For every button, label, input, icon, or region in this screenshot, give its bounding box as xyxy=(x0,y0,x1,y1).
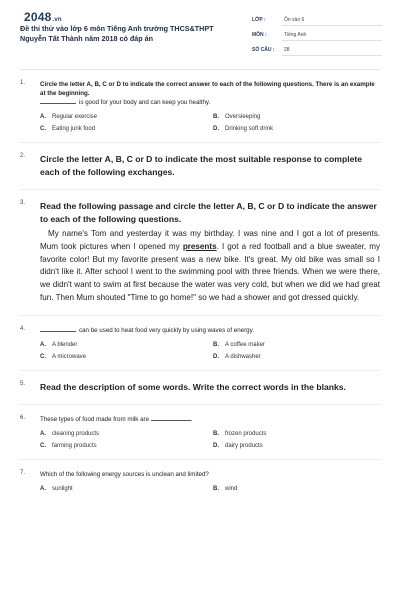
passage-keyword: presents xyxy=(182,241,217,251)
question-divider xyxy=(20,315,380,316)
option-d[interactable] xyxy=(213,126,386,132)
option-letter: A. xyxy=(40,485,46,492)
option-c[interactable] xyxy=(40,443,213,449)
meta-count-value: 28 xyxy=(284,47,290,53)
question-instruction: Read the description of some words. Write the correct words in the blanks. xyxy=(40,381,346,392)
option-b[interactable] xyxy=(213,342,386,348)
logo-suffix: .vn xyxy=(52,17,62,23)
answer-blank xyxy=(40,98,76,104)
option-letter: B. xyxy=(213,341,219,348)
question-divider xyxy=(20,189,380,190)
answer-blank xyxy=(40,326,76,332)
question-1 xyxy=(20,80,380,132)
exam-title: Đề thi thử vào lớp 6 môn Tiếng Anh trường THCS&THPT Nguyễn Tất Thành năm 2018 có đáp án xyxy=(20,24,214,43)
question-number: 6. xyxy=(20,414,26,421)
option-a[interactable] xyxy=(40,486,213,492)
option-b[interactable] xyxy=(213,114,386,120)
site-logo[interactable] xyxy=(24,10,62,24)
question-number: 3. xyxy=(20,200,26,206)
question-number: 2. xyxy=(20,153,26,159)
meta-subject-label: MÔN : xyxy=(252,32,267,38)
options-grid xyxy=(40,342,380,360)
question-instruction: Circle the letter A, B, C or D to indicate the most suitable response to complete each of the following exchanges. xyxy=(40,154,363,177)
option-c[interactable] xyxy=(40,354,213,360)
option-letter: B. xyxy=(213,485,219,492)
option-letter: A. xyxy=(40,114,46,120)
meta-subject xyxy=(252,29,382,44)
question-2 xyxy=(20,153,380,179)
question-number: 7. xyxy=(20,469,26,476)
option-a[interactable] xyxy=(40,342,213,348)
option-letter: A. xyxy=(40,430,46,437)
option-text: dairy products xyxy=(225,442,263,449)
meta-class-label: LỚP : xyxy=(252,17,266,23)
meta-count xyxy=(252,44,382,59)
meta-class xyxy=(252,14,382,29)
option-text: Drinking soft drink xyxy=(225,126,274,132)
question-number: 1. xyxy=(20,80,26,86)
option-text: A coffee maker xyxy=(225,341,265,348)
option-text: frozen products xyxy=(225,430,267,437)
option-text: A microwave xyxy=(52,353,87,360)
option-text: A dishwasher xyxy=(225,353,261,360)
option-d[interactable] xyxy=(213,354,386,360)
option-letter: A. xyxy=(40,341,46,348)
page-header xyxy=(0,0,400,68)
meta-underline xyxy=(282,25,382,26)
question-stem-text: These types of food made from milk are xyxy=(40,415,150,423)
option-letter: C. xyxy=(40,442,46,449)
option-b[interactable] xyxy=(213,486,386,492)
passage-text: My name's Tom and yesterday it was my birthday. I was nine and I got a lot of presents. Mum took pictures when I opened my xyxy=(40,229,380,251)
question-4 xyxy=(20,326,380,360)
option-text: A blender xyxy=(52,341,78,348)
answer-blank xyxy=(151,415,191,421)
meta-underline xyxy=(282,55,382,56)
meta-underline xyxy=(282,40,382,41)
options-grid xyxy=(40,431,380,449)
question-stem xyxy=(40,326,380,335)
option-text: wind xyxy=(225,485,238,492)
meta-subject-value: Tiếng Anh xyxy=(284,32,307,38)
question-instruction: Circle the letter A, B, C or D to indicate the correct answer to each of the following questions. There is an example at the beginning. xyxy=(40,81,375,97)
option-text: cleaning products xyxy=(52,430,100,437)
option-letter: D. xyxy=(213,126,219,132)
question-6 xyxy=(20,415,380,449)
question-stem-text: can be used to heat food very quickly by using waves of energy. xyxy=(79,326,254,334)
header-divider xyxy=(20,69,380,70)
question-stem: Which of the following energy sources is unclean and limited? xyxy=(40,470,209,478)
question-stem xyxy=(40,415,380,424)
passage-text: . I got a red football and a blue sweater, my favorite color! But my favorite present was a new bike. It's great. My old bike was small so I didn't like it. After school I went to the swimming pool with three friends. When we were there, we didn't want to swim at first because the water was very cold, but when we did we had great fun. Then Mum shouted "Time to go home!" so we had a shower and got dressed quickly. xyxy=(40,241,380,302)
options-grid xyxy=(40,486,380,492)
option-a[interactable] xyxy=(40,114,213,120)
questions-list xyxy=(20,74,380,492)
option-letter: D. xyxy=(213,442,219,449)
option-c[interactable] xyxy=(40,126,213,132)
question-stem-end: . xyxy=(190,415,193,423)
option-text: sunlight xyxy=(52,485,73,492)
question-divider xyxy=(20,142,380,143)
question-3 xyxy=(20,200,380,305)
question-divider xyxy=(20,459,380,460)
options-grid xyxy=(40,114,380,132)
logo-text: 2048 xyxy=(24,10,52,24)
question-number: 5. xyxy=(20,380,26,387)
option-d[interactable] xyxy=(213,443,386,449)
meta-class-value: Ôn vào 6 xyxy=(284,17,305,23)
option-letter: D. xyxy=(213,353,219,360)
option-letter: C. xyxy=(40,126,46,132)
question-instruction: Read the following passage and circle the letter A, B, C or D to indicate the answer to each of the following questions. xyxy=(40,201,377,224)
meta-count-label: SỐ CÂU : xyxy=(252,47,275,53)
option-a[interactable] xyxy=(40,431,213,437)
option-letter: B. xyxy=(213,430,219,437)
exam-meta xyxy=(252,14,382,59)
question-number: 4. xyxy=(20,325,26,332)
option-text: Regular exercise xyxy=(52,114,98,120)
option-text: Oversleeping xyxy=(225,114,261,120)
option-letter: B. xyxy=(213,114,219,120)
option-letter: C. xyxy=(40,353,46,360)
question-stem xyxy=(40,98,380,107)
option-text: Eating junk food xyxy=(52,126,96,132)
question-divider xyxy=(20,404,380,405)
question-stem-text: is good for your body and can keep you healthy. xyxy=(79,99,211,106)
option-b[interactable] xyxy=(213,431,386,437)
question-7 xyxy=(20,470,380,492)
question-5 xyxy=(20,381,380,394)
option-text: farming products xyxy=(52,442,97,449)
reading-passage xyxy=(40,228,380,305)
question-divider xyxy=(20,370,380,371)
